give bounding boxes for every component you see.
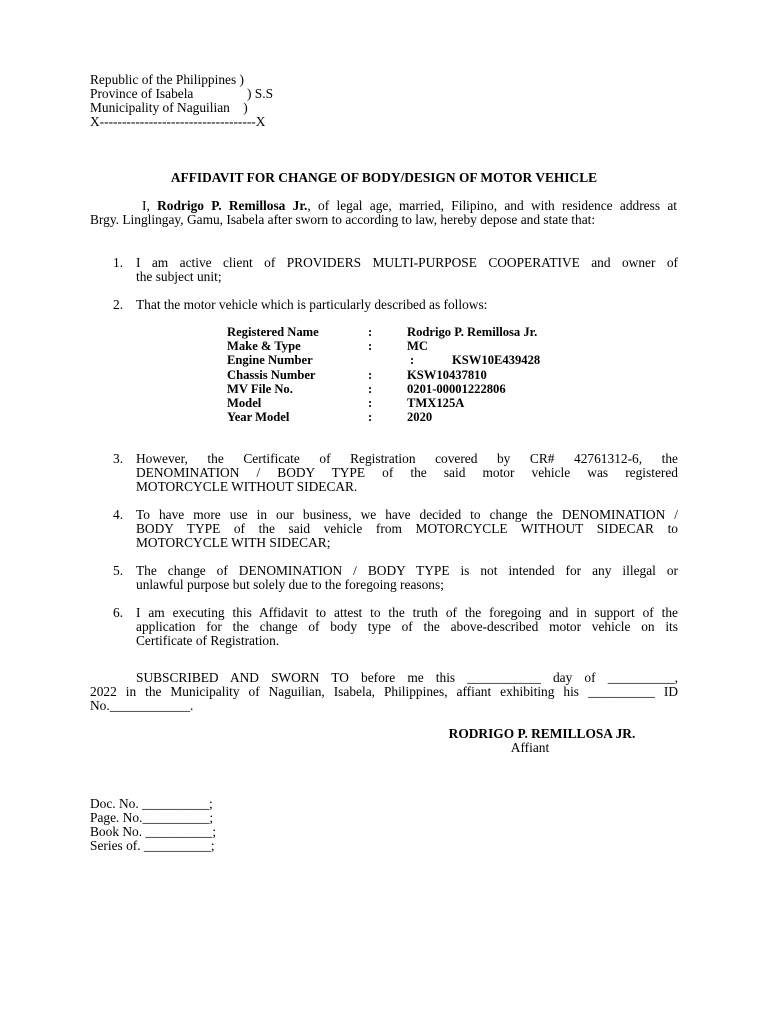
jurat-line-1: SUBSCRIBED AND SWORN TO before me this ___________ day of __________, xyxy=(136,670,678,685)
vehicle-label: Chassis Number xyxy=(227,367,316,382)
notary-book-no: Book No. __________; xyxy=(90,824,217,839)
vehicle-label: Year Model xyxy=(227,410,290,425)
vehicle-label: Engine Number xyxy=(227,353,313,368)
vehicle-row-chassis-number xyxy=(227,368,587,382)
vehicle-label: Registered Name xyxy=(227,325,319,339)
vehicle-value: KSW10E439428 xyxy=(452,353,541,368)
jurat-line-2: 2022 in the Municipality of Naguilian, Isabela, Philippines, affiant exhibiting his __________ ID xyxy=(90,684,678,699)
item-6-line-1: I am executing this Affidavit to attest to the truth of the foregoing and in support of the xyxy=(136,605,678,620)
affiant-name-inline: Rodrigo P. Remillosa Jr. xyxy=(157,198,308,213)
vehicle-colon: : xyxy=(368,410,373,425)
vehicle-value: KSW10437810 xyxy=(407,367,487,382)
vehicle-row-model xyxy=(227,396,587,410)
item-number: 2. xyxy=(113,297,124,312)
venue-line-3: Municipality of Naguilian ) xyxy=(90,100,248,115)
vehicle-value: 2020 xyxy=(407,410,433,425)
vehicle-value: MC xyxy=(407,339,428,354)
intro-prefix: I, xyxy=(142,198,158,213)
vehicle-row-registered-name xyxy=(227,325,587,339)
vehicle-value: Rodrigo P. Remillosa Jr. xyxy=(407,325,538,339)
notary-series: Series of. __________; xyxy=(90,838,215,853)
intro-line-2: Brgy. Linglingay, Gamu, Isabela after sworn to according to law, hereby depose and state that: xyxy=(90,212,596,227)
item-number: 6. xyxy=(113,605,124,620)
item-number: 5. xyxy=(113,563,124,578)
item-5-line-2: unlawful purpose but solely due to the foregoing reasons; xyxy=(136,577,444,592)
document-title: AFFIDAVIT FOR CHANGE OF BODY/DESIGN OF MOTOR VEHICLE xyxy=(170,170,598,185)
item-3-line-3: MOTORCYCLE WITHOUT SIDECAR. xyxy=(136,479,358,494)
vehicle-value: TMX125A xyxy=(407,395,465,410)
intro-line-1-rest: , of legal age, married, Filipino, and with residence address at xyxy=(307,198,677,213)
venue-line-2-left: Province of Isabela xyxy=(90,86,194,101)
item-number: 1. xyxy=(113,255,124,270)
vehicle-colon: : xyxy=(368,339,373,354)
item-2-line-1: That the motor vehicle which is particularly described as follows: xyxy=(136,297,488,312)
item-4-line-1: To have more use in our business, we have decided to change the DENOMINATION / xyxy=(136,507,678,522)
item-3-line-1: However, the Certificate of Registration covered by CR# 42761312-6, the xyxy=(136,451,678,466)
item-1-line-1: I am active client of PROVIDERS MULTI-PURPOSE COOPERATIVE and owner of xyxy=(136,255,678,270)
vehicle-colon: : xyxy=(368,381,373,396)
item-5-line-1: The change of DENOMINATION / BODY TYPE is not intended for any illegal or xyxy=(136,563,678,578)
vehicle-colon: : xyxy=(368,395,373,410)
item-6-line-2: application for the change of body type of the above-described motor vehicle on its xyxy=(136,619,678,634)
item-6-line-3: Certificate of Registration. xyxy=(136,633,280,648)
item-number: 4. xyxy=(113,507,124,522)
venue-line-1: Republic of the Philippines ) xyxy=(90,72,244,87)
jurat-line-3: No.____________. xyxy=(90,698,194,713)
item-number: 3. xyxy=(113,451,124,466)
notary-doc-no: Doc. No. __________; xyxy=(90,796,213,811)
vehicle-colon: : xyxy=(368,325,373,339)
item-3-line-2: DENOMINATION / BODY TYPE of the said motor vehicle was registered xyxy=(136,465,678,480)
vehicle-row-mv-file-no xyxy=(227,382,587,396)
notary-page-no: Page. No.__________; xyxy=(90,810,214,825)
venue-line-4: X-----------------------------------X xyxy=(90,114,266,129)
vehicle-row-year-model xyxy=(227,410,587,424)
vehicle-row-make-type xyxy=(227,339,587,353)
vehicle-details xyxy=(227,325,587,424)
vehicle-label: MV File No. xyxy=(227,381,293,396)
affiant-role: Affiant xyxy=(510,740,550,755)
vehicle-colon: : xyxy=(368,367,373,382)
vehicle-colon: : xyxy=(410,353,415,368)
affiant-signature-name: RODRIGO P. REMILLOSA JR. xyxy=(448,726,636,741)
vehicle-row-engine-number xyxy=(227,353,587,367)
vehicle-value: 0201-00001222806 xyxy=(407,381,506,396)
venue-line-2-right: ) S.S xyxy=(247,86,274,101)
vehicle-label: Make & Type xyxy=(227,339,301,354)
item-1-line-2: the subject unit; xyxy=(136,269,222,284)
item-4-line-2: BODY TYPE of the said vehicle from MOTORCYCLE WITHOUT SIDECAR to xyxy=(136,521,678,536)
vehicle-label: Model xyxy=(227,395,262,410)
item-4-line-3: MOTORCYCLE WITH SIDECAR; xyxy=(136,535,331,550)
